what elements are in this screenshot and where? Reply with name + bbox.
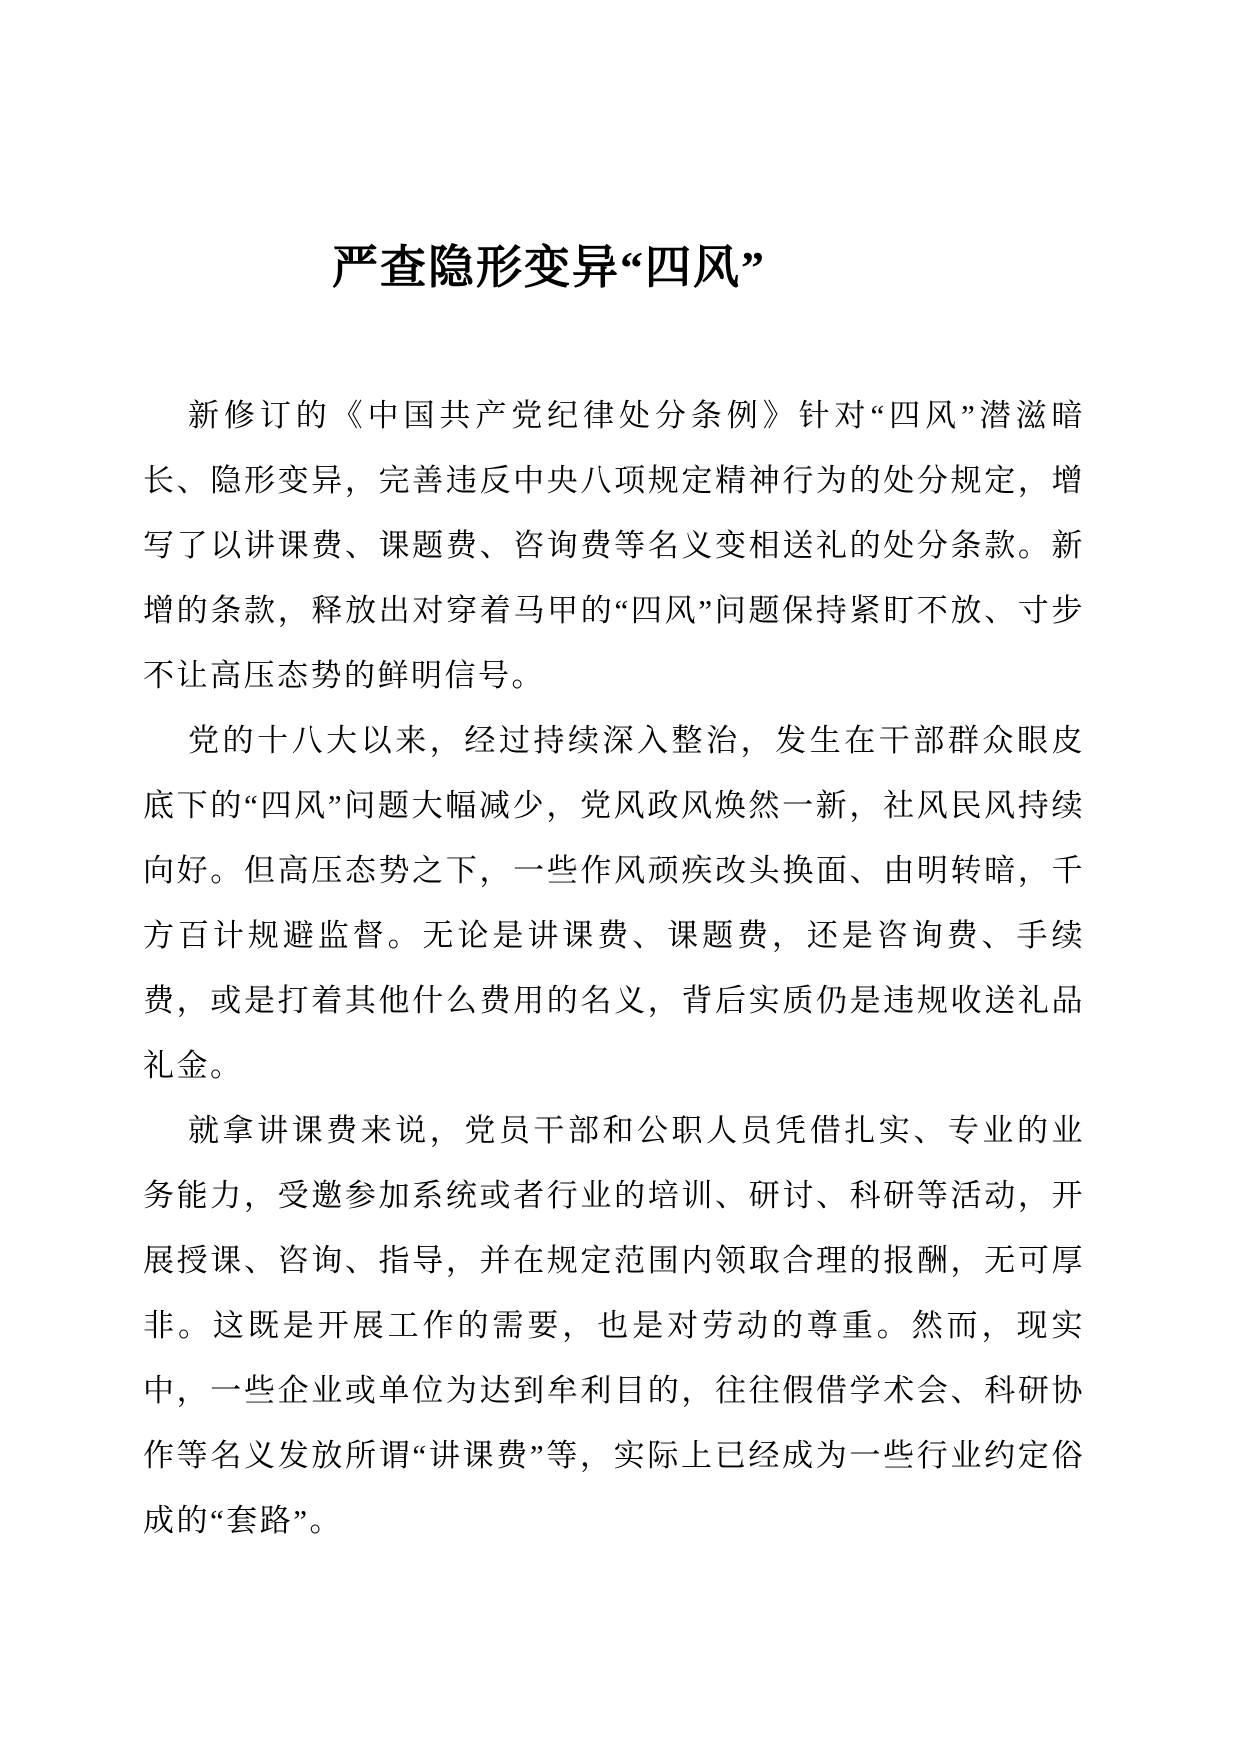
paragraph-2: 党的十八大以来，经过持续深入整治，发生在干部群众眼皮底下的“四风”问题大幅减少，党风政风焕然一新，社风民风持续向好。但高压态势之下，一些作风顽疾改头换面、由明转暗，千方百计规避监督。无论是讲课费、课题费，还是咨询费、手续费，或是打着其他什么费用的名义，背后实质仍是违规收送礼品礼金。	[143, 723, 1085, 1083]
document-body	[143, 383, 1085, 1553]
paragraph-1: 新修订的《中国共产党纪律处分条例》针对“四风”潜滋暗长、隐形变异，完善违反中央八项规定精神行为的处分规定，增写了以讲课费、课题费、咨询费等名义变相送礼的处分条款。新增的条款，释放出对穿着马甲的“四风”问题保持紧盯不放、寸步不让高压态势的鲜明信号。	[143, 398, 1085, 693]
document-title: 严查隐形变异“四风”	[332, 242, 766, 293]
paragraph-3: 就拿讲课费来说，党员干部和公职人员凭借扎实、专业的业务能力，受邀参加系统或者行业的培训、研讨、科研等活动，开展授课、咨询、指导，并在规定范围内领取合理的报酬，无可厚非。这既是开展工作的需要，也是对劳动的尊重。然而，现实中，一些企业或单位为达到牟利目的，往往假借学术会、科研协作等名义发放所谓“讲课费”等，实际上已经成为一些行业约定俗成的“套路”。	[143, 1113, 1085, 1538]
